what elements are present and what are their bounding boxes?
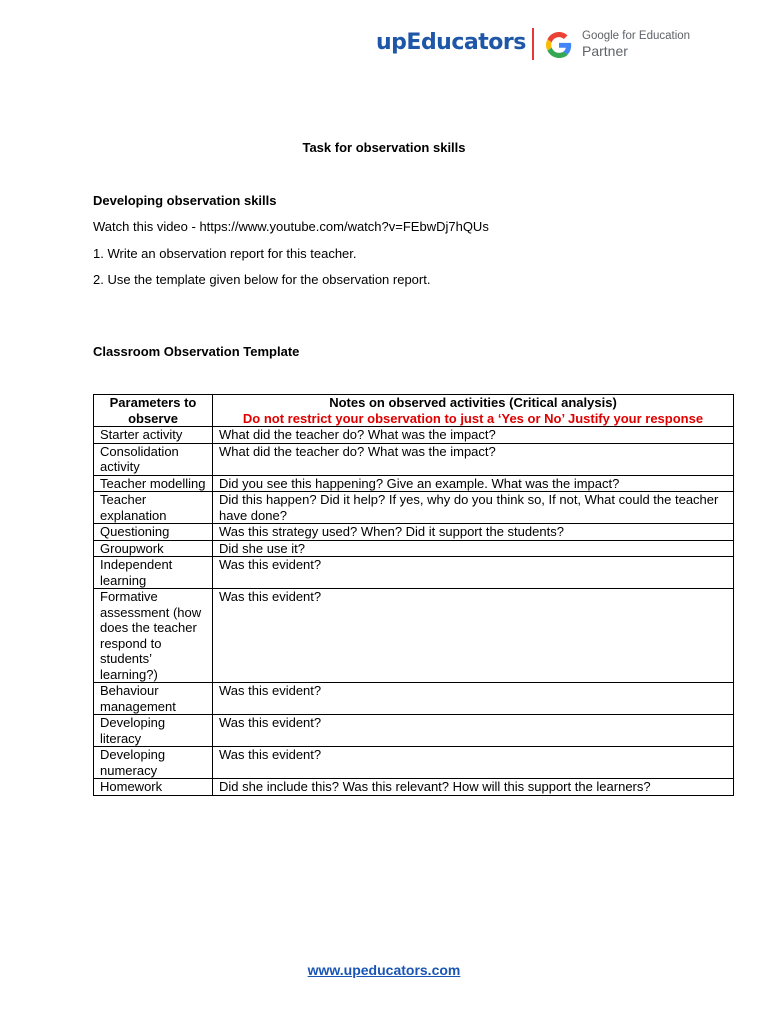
watch-video-text: Watch this video - https://www.youtube.com/watch?v=FEbwDj7hQUs <box>93 219 489 234</box>
partner-line2: Partner <box>582 43 628 59</box>
table-row <box>94 492 734 524</box>
instruction-step-1: 1. Write an observation report for this teacher. <box>93 246 357 261</box>
parameter-cell: Groupwork <box>94 540 213 557</box>
table-row <box>94 589 734 683</box>
table-row <box>94 747 734 779</box>
note-cell: Was this evident? <box>213 557 734 589</box>
note-cell: Was this strategy used? When? Did it support the students? <box>213 524 734 541</box>
table-row <box>94 443 734 475</box>
table-header-notes <box>213 395 734 427</box>
table-row <box>94 427 734 444</box>
notes-header-label: Notes on observed activities (Critical analysis) <box>329 395 617 410</box>
note-cell: Was this evident? <box>213 589 734 683</box>
parameter-cell: Independent learning <box>94 557 213 589</box>
note-cell: Did she use it? <box>213 540 734 557</box>
note-cell: Was this evident? <box>213 747 734 779</box>
table-body <box>94 427 734 796</box>
table-row <box>94 779 734 796</box>
note-cell: What did the teacher do? What was the impact? <box>213 427 734 444</box>
google-g-icon <box>546 32 572 58</box>
logo-divider <box>532 28 534 60</box>
document-title: Task for observation skills <box>302 140 466 155</box>
section-heading-template: Classroom Observation Template <box>93 344 300 359</box>
google-partner-text <box>582 29 690 59</box>
partner-line1: Google for Education <box>582 30 691 42</box>
note-cell: Was this evident? <box>213 715 734 747</box>
parameter-cell: Questioning <box>94 524 213 541</box>
table-row <box>94 524 734 541</box>
note-cell: Did she include this? Was this relevant? How will this support the learners? <box>213 779 734 796</box>
notes-header-warning: Do not restrict your observation to just a ‘Yes or No’ Justify your response <box>242 410 704 426</box>
note-cell: What did the teacher do? What was the impact? <box>213 443 734 475</box>
table-row <box>94 557 734 589</box>
note-cell: Did this happen? Did it help? If yes, why do you think so, If not, What could the teacher have done? <box>213 492 734 524</box>
parameter-cell: Developing numeracy <box>94 747 213 779</box>
parameter-cell: Developing literacy <box>94 715 213 747</box>
observation-table <box>93 394 734 796</box>
header-logos <box>376 26 696 62</box>
table-row <box>94 540 734 557</box>
table-row <box>94 475 734 492</box>
parameter-cell: Formative assessment (how does the teacher respond to students’ learning?) <box>94 589 213 683</box>
brand-logo: upEducators <box>376 30 526 55</box>
instruction-step-2: 2. Use the template given below for the observation report. <box>93 272 431 287</box>
note-cell: Did you see this happening? Give an example. What was the impact? <box>213 475 734 492</box>
parameter-cell: Starter activity <box>94 427 213 444</box>
table-row <box>94 715 734 747</box>
footer-website-link[interactable]: www.upeducators.com <box>307 962 461 978</box>
table-header-parameters: Parameters to observe <box>94 395 213 427</box>
section-heading-observation: Developing observation skills <box>93 193 277 208</box>
table-row <box>94 683 734 715</box>
parameter-cell: Teacher explanation <box>94 492 213 524</box>
note-cell: Was this evident? <box>213 683 734 715</box>
parameter-cell: Homework <box>94 779 213 796</box>
parameter-cell: Behaviour management <box>94 683 213 715</box>
parameter-cell: Consolidation activity <box>94 443 213 475</box>
parameter-cell: Teacher modelling <box>94 475 213 492</box>
table-header-row <box>94 395 734 427</box>
